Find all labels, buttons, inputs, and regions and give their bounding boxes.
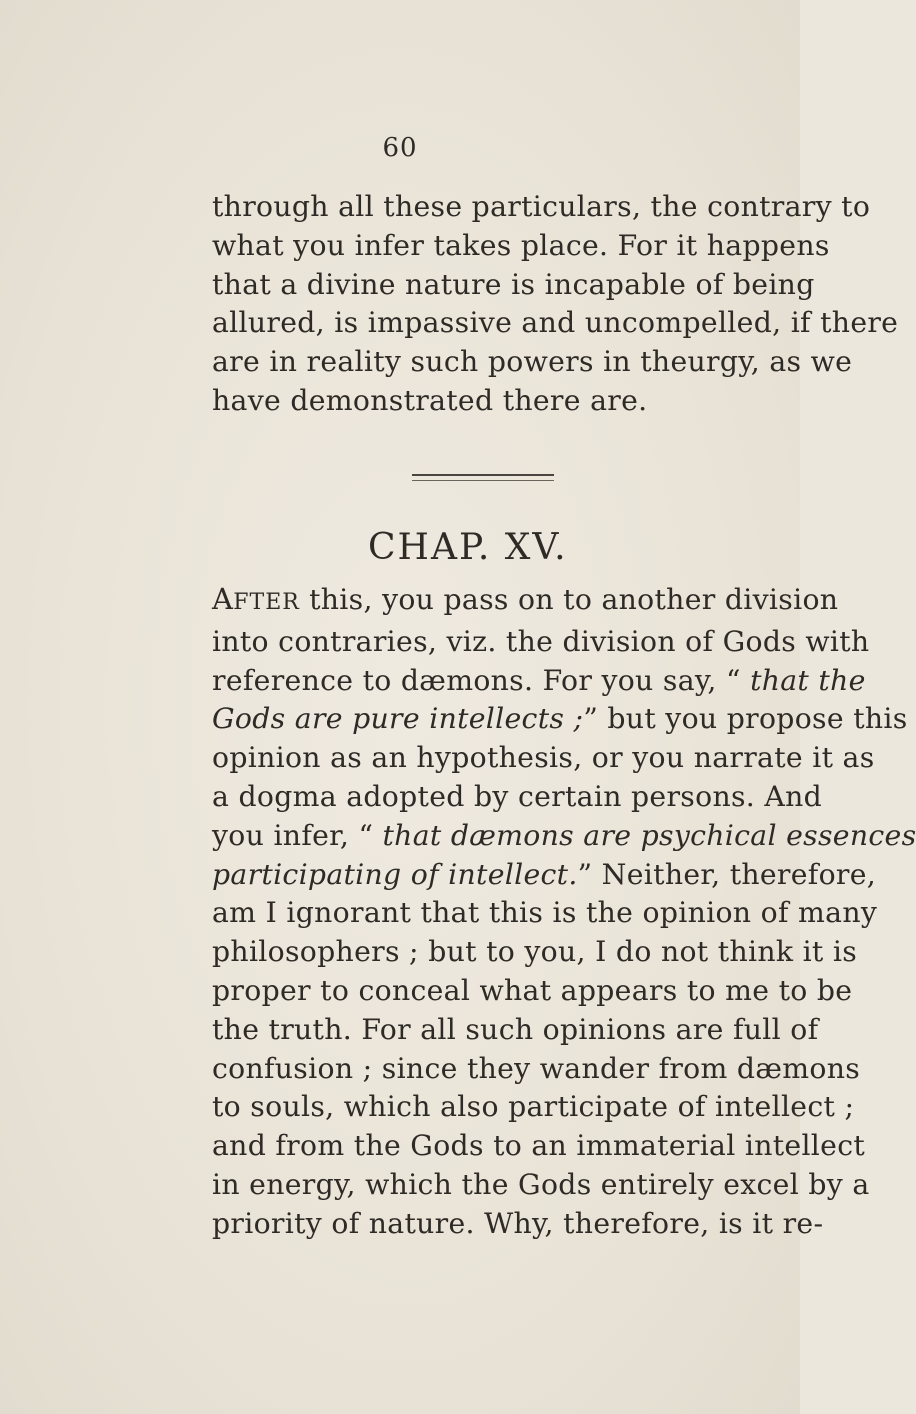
divider-line	[412, 480, 554, 481]
text-line: what you infer takes place. For it happens	[212, 228, 830, 262]
text-line: in energy, which the Gods entirely excel by a	[212, 1167, 870, 1201]
text-line	[212, 856, 877, 895]
drop-letter: A	[212, 582, 234, 616]
chapter-heading: CHAP. XV.	[368, 527, 568, 568]
section-divider	[412, 474, 554, 481]
text-line: confusion ; since they wander from dæmons	[212, 1051, 861, 1085]
text-line: a dogma adopted by certain persons. And	[212, 779, 823, 813]
text-span: ” but you propose this	[583, 702, 908, 736]
text-line: philosophers ; but to you, I do not think it is	[212, 935, 858, 969]
text-line: the truth. For all such opinions are full of	[212, 1012, 819, 1046]
text-line	[212, 662, 866, 701]
italic-span: participating of intellect.	[212, 857, 578, 891]
text-line	[212, 700, 908, 739]
text-line: that a divine nature is incapable of being	[212, 267, 815, 301]
italic-span: Gods are pure intellects ;	[212, 702, 584, 736]
text-span: you infer, “	[212, 818, 383, 852]
text-line: and from the Gods to an immaterial intellect	[212, 1129, 866, 1163]
text-line: are in reality such powers in theurgy, as we	[212, 345, 853, 379]
small-caps-word: FTER	[233, 590, 300, 615]
text-line: into contraries, viz. the division of Gods with	[212, 624, 870, 658]
text-line: allured, is impassive and uncompelled, if there	[212, 306, 899, 340]
text-line	[212, 817, 916, 856]
text-line: priority of nature. Why, therefore, is it re-	[212, 1206, 824, 1240]
text-line: am I ignorant that this is the opinion of many	[212, 896, 878, 930]
italic-span: that the	[750, 663, 866, 697]
text-line: opinion as an hypothesis, or you narrate it as	[212, 741, 875, 775]
text-line: proper to conceal what appears to me to be	[212, 973, 853, 1007]
text-span: reference to dæmons. For you say, “	[212, 663, 751, 697]
text-line: through all these particulars, the contrary to	[212, 190, 871, 223]
italic-span: that dæmons are psychical essences	[382, 818, 916, 852]
page-number: 60	[382, 133, 418, 163]
text-span: ” Neither, therefore,	[577, 857, 877, 891]
text-span: this, you pass on to another division	[299, 583, 839, 616]
paragraph-1	[212, 188, 899, 421]
text-line: to souls, which also participate of intellect ;	[212, 1090, 855, 1124]
paragraph-2	[212, 580, 916, 1244]
text-line: have demonstrated there are.	[212, 383, 648, 417]
divider-line	[412, 474, 554, 476]
text-line	[212, 580, 839, 623]
